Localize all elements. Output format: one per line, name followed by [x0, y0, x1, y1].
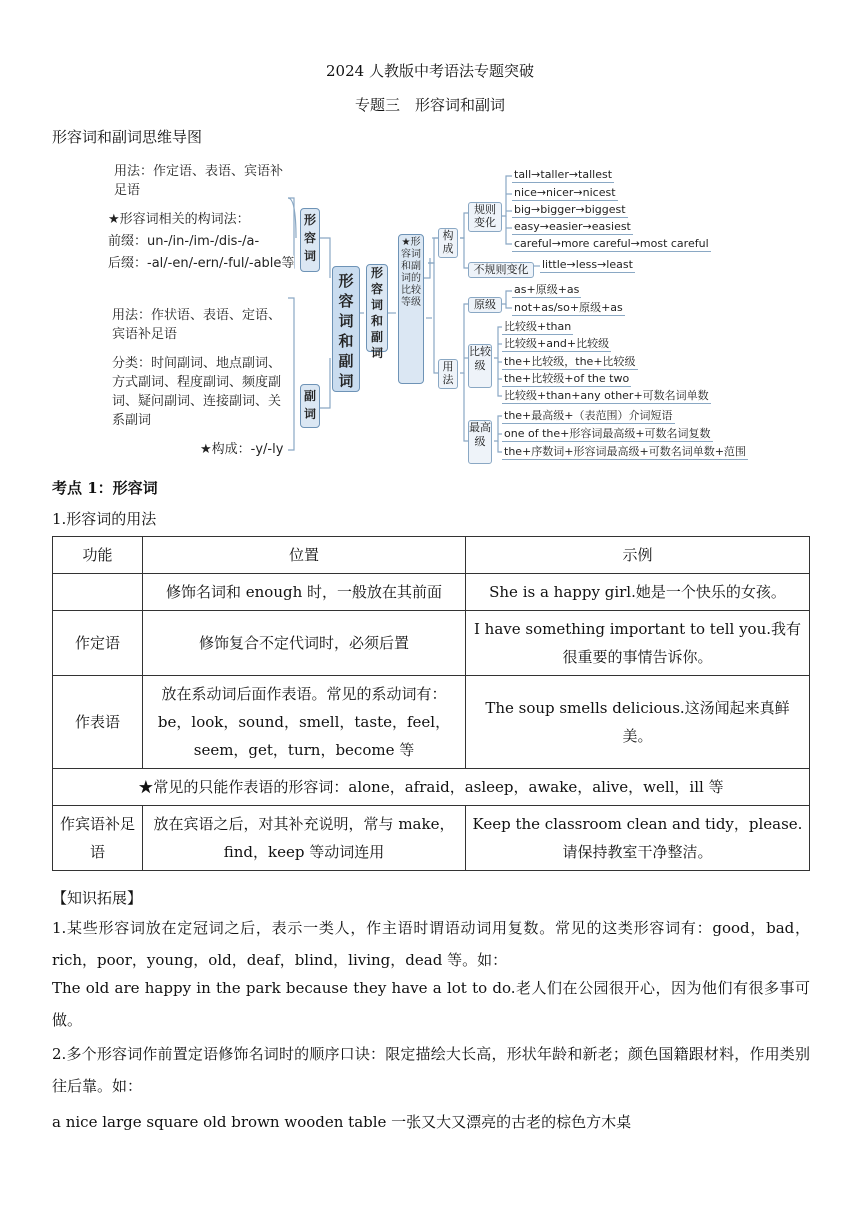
table-header: 功能: [53, 537, 143, 574]
regular-item: tall→taller→tallest: [514, 168, 613, 181]
regular-item: nice→nicer→nicest: [514, 186, 616, 199]
table-cell: 作宾语补足语: [53, 806, 143, 871]
table-header: 位置: [143, 537, 466, 574]
table-cell: She is a happy girl.她是一个快乐的女孩。: [466, 574, 810, 611]
mindmap-center: 形容词和副词: [332, 266, 360, 392]
extension-heading: 【知识拓展】: [52, 889, 143, 907]
table-cell: 作定语: [53, 611, 143, 676]
comparative-item: 比较级+and+比较级: [504, 337, 610, 350]
document-title: 2024 人教版中考语法专题突破: [326, 62, 534, 80]
superlative-item: the+序数词+形容词最高级+可数名词单数+范围: [504, 445, 746, 458]
adj-usage-note: 用法：作定语、表语、宾语补足语: [114, 164, 284, 198]
adj-prefix-note: 前缀：un-/in-/im-/dis-/a-: [108, 234, 260, 249]
extension-example-2: a nice large square old brown wooden table 一张又大又漂亮的古老的棕色方木桌: [52, 1113, 632, 1131]
form-label: 构成: [438, 228, 458, 258]
extension-paragraph-2: 2.多个形容词作前置定语修饰名词时的顺序口诀：限定描绘大长高，形状年龄和新老；颜色国籍跟材料，作用类别往后靠。如：: [52, 1045, 810, 1095]
regular-item: careful→more careful→most careful: [514, 237, 709, 250]
section-heading: 考点 1：形容词: [52, 479, 158, 497]
adv-formation-note: ★构成：-y/-ly: [200, 442, 284, 457]
regular-item: easy→easier→easiest: [514, 220, 631, 233]
extension-paragraph-1: 1.某些形容词放在定冠词之后，表示一类人，作主语时谓语动词用复数。常见的这类形容词有：good，bad，rich，poor，young，old，deaf，blind，living，dead 等。如：: [52, 919, 810, 969]
superlative-item: the+最高级+（表范围）介词短语: [504, 409, 673, 422]
mindmap-branch-label: 形容词和副词: [366, 264, 388, 352]
section-subheading: 1.形容词的用法: [52, 510, 157, 528]
table-row: [53, 806, 810, 871]
comparative-item: the+比较级+of the two: [504, 372, 630, 385]
table-cell: 放在宾语之后，对其补充说明，常与 make，find，keep 等动词连用: [143, 806, 466, 871]
comparative-item: 比较级+than+any other+可数名词单数: [504, 389, 709, 402]
superlative-degree-label: 最高级: [468, 420, 492, 464]
positive-item: as+原级+as: [514, 283, 580, 296]
adj-word-formation-title: ★形容词相关的构词法：: [108, 210, 286, 229]
extension-example-1: The old are happy in the park because they have a lot to do.老人们在公园很开心，因为他们有很多事可做。: [52, 979, 810, 1029]
adj-suffix-note: 后缀：-al/-en/-ern/-ful/-able等: [108, 256, 295, 271]
comparative-item: 比较级+than: [504, 320, 572, 333]
table-note-row: [53, 769, 810, 806]
adjective-usage-table: [52, 536, 810, 871]
table-cell: Keep the classroom clean and tidy，please.请保持教室干净整洁。: [466, 806, 810, 871]
table-header: 示例: [466, 537, 810, 574]
adv-types-note: 分类：时间副词、地点副词、方式副词、程度副词、频度副词、疑问副词、连接副词、关系副词: [112, 354, 288, 430]
comparative-item: the+比较级，the+比较级: [504, 355, 636, 368]
mind-map: [108, 158, 773, 463]
table-note: ★常见的只能作表语的形容词：alone，afraid，asleep，awake，alive，well，ill 等: [53, 769, 810, 806]
regular-item: big→bigger→biggest: [514, 203, 626, 216]
adv-usage-note: 用法：作状语、表语、定语、宾语补足语: [112, 306, 288, 344]
adv-label: 副词: [300, 384, 320, 428]
table-row: [53, 676, 810, 769]
positive-degree-label: 原级: [468, 297, 502, 313]
table-header-row: [53, 537, 810, 574]
mindmap-caption: 形容词和副词思维导图: [52, 128, 203, 146]
comparative-degree-label: 比较级: [468, 344, 492, 388]
table-cell: [53, 574, 143, 611]
table-cell: 修饰复合不定代词时，必须后置: [143, 611, 466, 676]
superlative-item: one of the+形容词最高级+可数名词复数: [504, 427, 711, 440]
table-cell: 作表语: [53, 676, 143, 769]
table-row: [53, 574, 810, 611]
table-cell: I have something important to tell you.我有很重要的事情告诉你。: [466, 611, 810, 676]
use-label: 用法: [438, 359, 458, 389]
positive-item: not+as/so+原级+as: [514, 301, 623, 314]
document-subtitle: 专题三 形容词和副词: [354, 96, 505, 114]
regular-change-label: 规则变化: [468, 202, 502, 232]
comparison-degree-label: ★形容词和副词的比较等级: [398, 234, 424, 384]
table-cell: 修饰名词和 enough 时，一般放在其前面: [143, 574, 466, 611]
table-row: [53, 611, 810, 676]
adj-label: 形容词: [300, 208, 320, 272]
table-cell: The soup smells delicious.这汤闻起来真鲜美。: [466, 676, 810, 769]
irregular-item: little→less→least: [542, 258, 633, 271]
irregular-change-label: 不规则变化: [468, 262, 534, 278]
table-cell: 放在系动词后面作表语。常见的系动词有：be，look，sound，smell，taste，feel，seem，get，turn，become 等: [143, 676, 466, 769]
